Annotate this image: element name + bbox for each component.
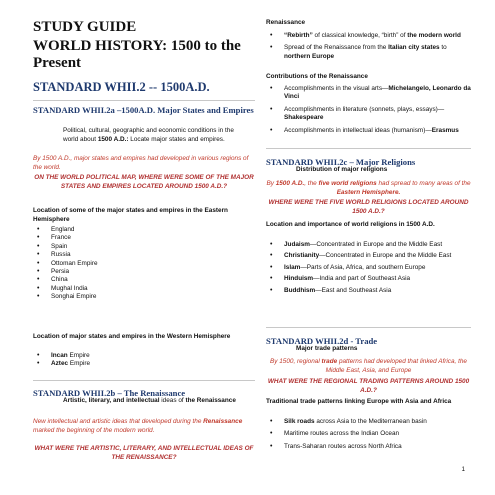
divider xyxy=(33,100,255,101)
list-item: • England xyxy=(33,226,255,234)
section-a-intro: Political, cultural, geographic and economic conditions in the world about 1500 A.D.: Locate major states and empires. xyxy=(63,127,234,143)
western-hemisphere-label: Location of major states and empires in the Western Hemisphere xyxy=(33,333,231,340)
page-number: 1 xyxy=(461,466,465,473)
section-a-heading: STANDARD WHII.2a –1500A.D. Major States and Empires xyxy=(33,105,254,115)
section-a-note: By 1500 A.D., major states and empires had developed in various regions of the world. xyxy=(33,155,249,171)
section-c-question: WHERE WERE THE FIVE WORLD RELIGIONS LOCATED AROUND 1500 A.D.? xyxy=(268,199,469,215)
section-c-intro: Distribution of major religions xyxy=(296,166,388,173)
list-item: • Spread of the Renaissance from the Italian city states to northern Europe xyxy=(266,44,471,61)
trade-patterns-label: Traditional trade patterns linking Europe with Asia and Africa xyxy=(266,398,452,405)
list-item: • “Rebirth” of classical knowledge, “birth” of the modern world xyxy=(266,32,471,40)
section-c-heading: STANDARD WHII.2c – Major Religions xyxy=(266,157,416,167)
list-item: • Accomplishments in the visual arts—Michelangelo, Leonardo da Vinci xyxy=(266,85,471,102)
divider xyxy=(266,148,471,149)
list-item: • China xyxy=(33,276,255,284)
list-item: • Islam—Parts of Asia, Africa, and southern Europe xyxy=(266,264,471,272)
section-b-question: WHAT WERE THE ARTISTIC, LITERARY, AND INTELLECTUAL IDEAS OF THE RENAISSANCE? xyxy=(34,445,254,461)
list-item: • Persia xyxy=(33,268,255,276)
list-item: • Christianity—Concentrated in Europe and the Middle East xyxy=(266,252,471,260)
divider xyxy=(33,380,255,381)
section-c-note: By 1500 A.D., the five world religions had spread to many areas of the Eastern Hemisphere. xyxy=(266,180,471,196)
eastern-hemisphere-label: Location of some of the major states and empires in the Eastern Hemisphere xyxy=(33,207,228,223)
religions-list xyxy=(266,241,471,298)
eastern-states-list xyxy=(33,226,255,302)
renaissance-label: Renaissance xyxy=(266,19,306,26)
renaissance-list xyxy=(266,32,471,65)
list-item: • Accomplishments in intellectual ideas (humanism)—Erasmus xyxy=(266,127,471,135)
list-item: • Aztec Empire xyxy=(33,360,255,368)
world-history-title: WORLD HISTORY: 1500 to the Present xyxy=(33,38,241,71)
list-item: • Accomplishments in literature (sonnets, plays, essays)—Shakespeare xyxy=(266,106,471,123)
list-item: • Trans-Saharan routes across North Africa xyxy=(266,443,471,451)
standard-main-heading: STANDARD WHII.2 -- 1500A.D. xyxy=(33,80,210,94)
list-item: • Silk roads across Asia to the Mediterranean basin xyxy=(266,418,471,426)
section-b-note: New intellectual and artistic ideas that developed during the Renaissance marked the beginning of the modern world. xyxy=(33,418,243,434)
list-item: • Russia xyxy=(33,251,255,259)
list-item: • Buddhism—East and Southeast Asia xyxy=(266,287,471,295)
section-b-heading: STANDARD WHII.2b – The Renaissance xyxy=(33,388,186,398)
section-a-question: ON THE WORLD POLITICAL MAP, WHERE WERE SOME OF THE MAJOR STATES AND EMPIRES LOCATED AROUND 1500 A.D.? xyxy=(34,174,254,190)
section-d-intro: Major trade patterns xyxy=(296,345,358,352)
list-item: • Incan Empire xyxy=(33,352,255,360)
study-guide-title: STUDY GUIDE xyxy=(33,19,137,35)
list-item: • France xyxy=(33,234,255,242)
list-item: • Spain xyxy=(33,243,255,251)
list-item: • Maritime routes across the Indian Ocean xyxy=(266,430,471,438)
section-d-note: By 1500, regional trade patterns had developed that linked Africa, the Middle East, Asia, and Europe xyxy=(270,358,467,374)
trade-routes-list xyxy=(266,418,471,455)
list-item: • Mughal India xyxy=(33,285,255,293)
list-item: • Ottoman Empire xyxy=(33,260,255,268)
divider xyxy=(266,327,471,328)
section-b-intro: Artistic, literary, and intellectual ideas of the Renaissance xyxy=(63,397,236,404)
contributions-label: Contributions of the Renaissance xyxy=(266,73,368,80)
contributions-list xyxy=(266,85,471,139)
list-item: • Judaism—Concentrated in Europe and the Middle East xyxy=(266,241,471,249)
section-d-heading: STANDARD WHII.2d - Trade xyxy=(266,336,378,346)
list-item: • Songhai Empire xyxy=(33,293,255,301)
list-item: • Hinduism—India and part of Southeast Asia xyxy=(266,275,471,283)
world-religions-label: Location and importance of world religions in 1500 A.D. xyxy=(266,221,435,228)
western-states-list xyxy=(33,352,255,369)
section-d-question: WHAT WERE THE REGIONAL TRADING PATTERNS AROUND 1500 A.D.? xyxy=(267,378,470,394)
